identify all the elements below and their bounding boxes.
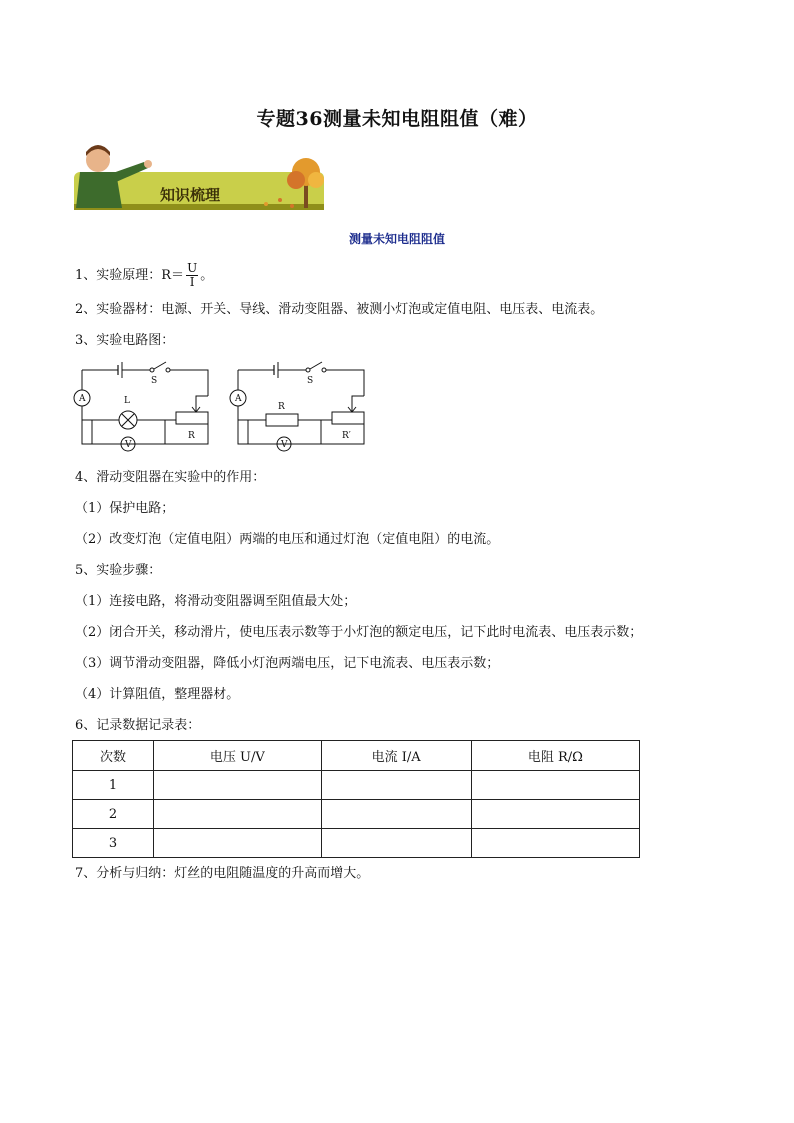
table-cell <box>321 771 471 800</box>
item-4-1: （1）保护电路； <box>75 501 175 516</box>
circuit-right <box>230 362 364 451</box>
resistor-right-icon <box>266 414 298 426</box>
table-row <box>73 771 640 800</box>
switch-left-label: S <box>151 376 158 386</box>
table-cell <box>471 829 639 858</box>
table-header: 电阻 R/Ω <box>471 741 639 771</box>
lamp-left-label: L <box>124 396 130 406</box>
page-title: 专题36测量未知电阻阻值（难） <box>256 108 538 130</box>
table-header: 次数 <box>73 741 154 771</box>
item-5: 5、实验步骤： <box>75 563 162 578</box>
data-record-table <box>72 740 640 858</box>
ammeter-left-label: A <box>79 394 86 404</box>
knowledge-banner <box>70 142 330 220</box>
rheostat-right-icon <box>332 412 364 424</box>
item-1-prefix: 1、实验原理：R＝ <box>75 267 185 283</box>
switch-right-label: S <box>307 376 314 386</box>
voltmeter-right-label: V <box>281 440 288 450</box>
ammeter-right-label: A <box>235 394 242 404</box>
item-1-suffix: 。 <box>200 267 214 283</box>
table-cell <box>321 829 471 858</box>
table-cell: 3 <box>73 829 154 858</box>
item-5-3: （3）调节滑动变阻器，降低小灯泡两端电压，记下电流表、电压表示数； <box>75 656 500 671</box>
table-cell <box>471 771 639 800</box>
table-cell: 1 <box>73 771 154 800</box>
item-5-1: （1）连接电路，将滑动变阻器调至阻值最大处； <box>75 594 357 609</box>
item-7: 7、分析与归纳：灯丝的电阻随温度的升高而增大。 <box>75 866 370 881</box>
table-cell <box>154 771 322 800</box>
circuit-diagrams <box>72 356 372 460</box>
rheostat-left-icon <box>176 412 208 424</box>
rheostat-right-label: R′ <box>342 431 351 441</box>
table-cell <box>154 800 322 829</box>
table-header-row <box>73 741 640 771</box>
circuit-left <box>74 362 208 451</box>
rheostat-left-label: R <box>188 431 195 441</box>
fraction-denominator: I <box>189 275 195 289</box>
resistor-right-label: R <box>278 402 285 412</box>
section-heading: 测量未知电阻阻值 <box>348 232 445 246</box>
table-cell: 2 <box>73 800 154 829</box>
fraction-numerator: U <box>187 261 198 275</box>
item-4: 4、滑动变阻器在实验中的作用： <box>75 470 266 485</box>
item-5-4: （4）计算阻值，整理器材。 <box>75 687 240 702</box>
item-5-2: （2）闭合开关，移动滑片，使电压表示数等于小灯泡的额定电压，记下此时电流表、电压表示数； <box>75 625 643 640</box>
table-row <box>73 800 640 829</box>
table-row <box>73 829 640 858</box>
item-2: 2、实验器材：电源、开关、导线、滑动变阻器、被测小灯泡或定值电阻、电压表、电流表。 <box>75 302 604 317</box>
banner-label: 知识梳理 <box>160 186 221 204</box>
table-header: 电压 U/V <box>154 741 322 771</box>
item-6: 6、记录数据记录表： <box>75 718 201 733</box>
voltmeter-left-label: V <box>125 440 132 450</box>
banner-illustration <box>70 142 330 220</box>
table-cell <box>321 800 471 829</box>
fraction <box>186 262 198 289</box>
item-3: 3、实验电路图： <box>75 333 175 348</box>
table-cell <box>154 829 322 858</box>
table-cell <box>471 800 639 829</box>
table-header: 电流 I/A <box>321 741 471 771</box>
item-4-2: （2）改变灯泡（定值电阻）两端的电压和通过灯泡（定值电阻）的电流。 <box>75 532 500 547</box>
item-1 <box>75 262 213 289</box>
